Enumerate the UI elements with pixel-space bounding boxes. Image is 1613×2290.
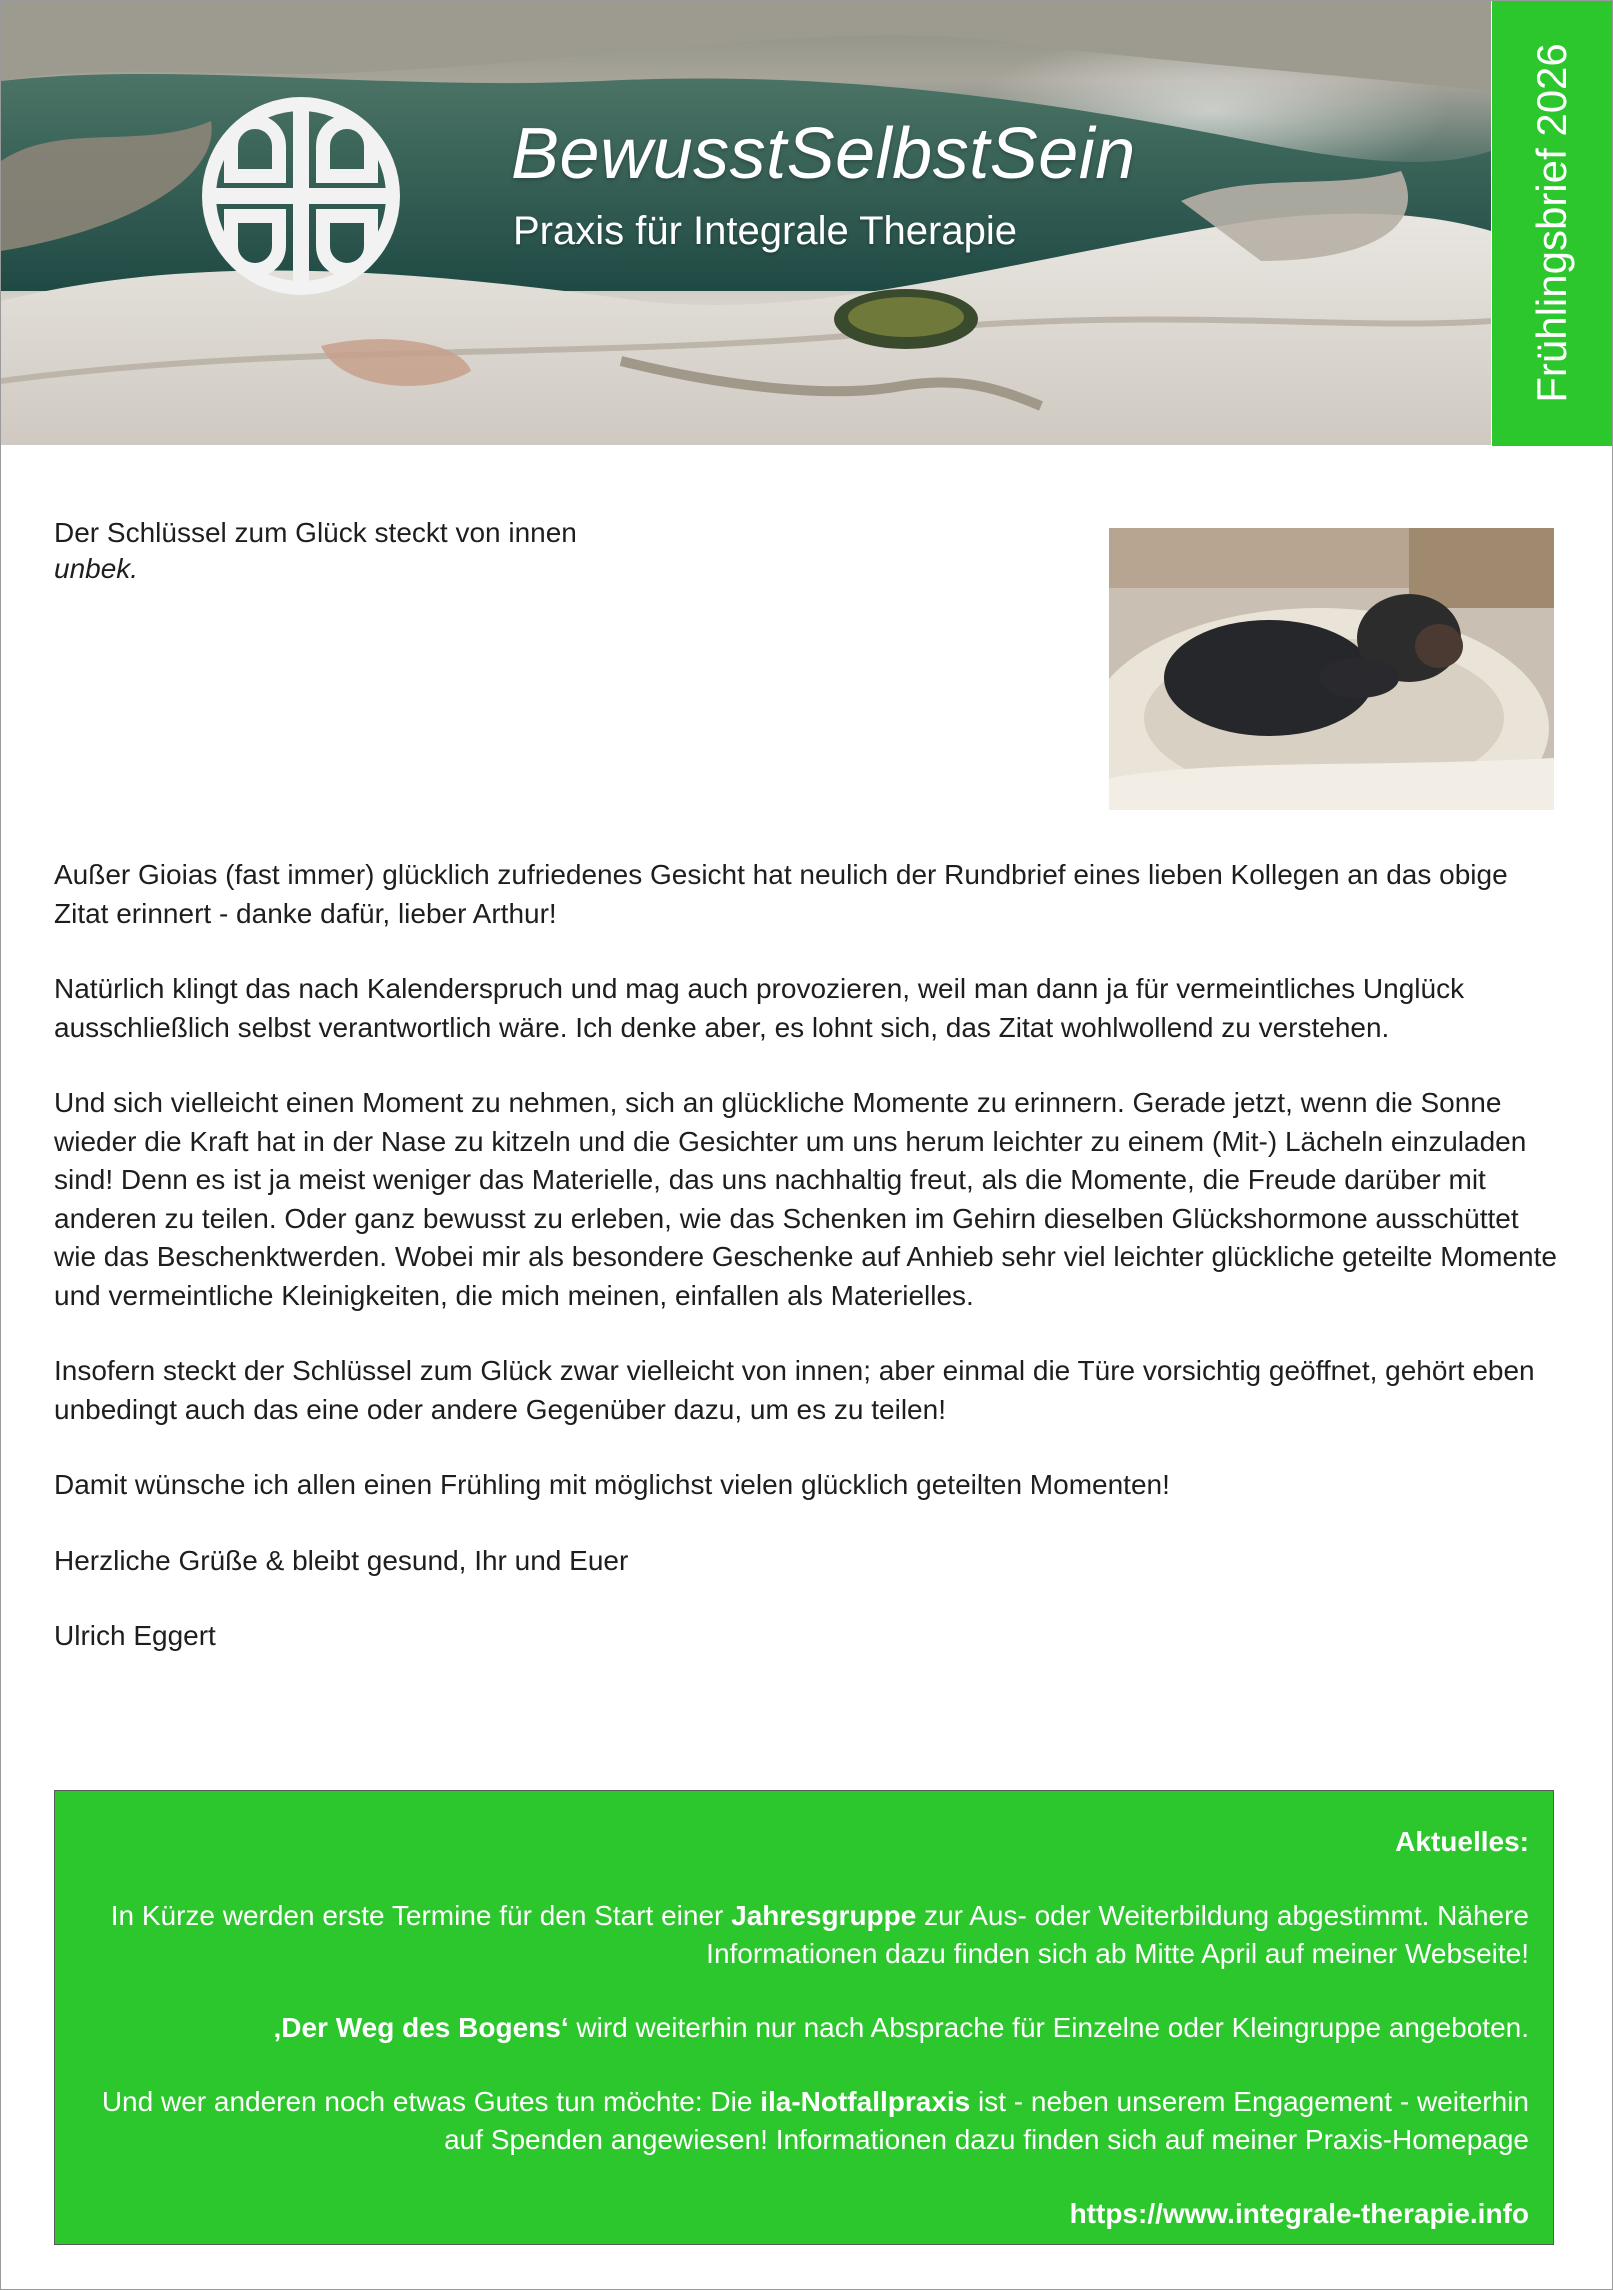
news-item-notfallpraxis — [69, 2083, 1529, 2159]
paragraph-2: Natürlich klingt das nach Kalenderspruch und mag auch provozieren, weil man dann ja für vermeintliches Unglück ausschließlich selbst verantwortlich wäre. Ich denke aber, es lohnt sich, das Zitat wohlwollend zu verstehen. — [54, 973, 1465, 1043]
paragraph-4: Insofern steckt der Schlüssel zum Glück zwar vielleicht von innen; aber einmal die Türe vorsichtig geöffnet, gehört eben unbedingt auch das eine oder andere Gegenüber dazu, um es zu teilen! — [54, 1355, 1535, 1425]
header-banner — [1, 1, 1491, 445]
quote-text: Der Schlüssel zum Glück steckt von innen — [54, 517, 577, 548]
website-link[interactable]: https://www.integrale-therapie.info — [1069, 2198, 1529, 2229]
celtic-knot-icon — [201, 96, 401, 296]
quote-author: unbek. — [54, 553, 139, 584]
news-item-weg-des-bogens — [69, 2009, 1529, 2047]
news-item-3-bold: ila-Notfallpraxis — [760, 2086, 971, 2117]
side-banner — [1492, 1, 1612, 446]
news-item-1-post: zur Aus- oder Weiterbildung abgestimmt. Nähere Informationen dazu finden sich ab Mitte April auf meiner Webseite! — [706, 1900, 1529, 1969]
paragraph-3: Und sich vielleicht einen Moment zu nehmen, sich an glückliche Momente zu erinnern. Gerade jetzt, wenn die Sonne wieder die Kraft hat in der Nase zu kitzeln und die Gesichter um uns herum leichter zu einem (Mit-) Lächeln einzuladen sind! Denn es ist ja meist weniger das Materielle, das uns nachhaltig freut, als die Momente, die Freude darüber mit anderen zu teilen. Oder ganz bewusst zu erleben, wie das Schenken im Gehirn dieselben Glückshormone ausschüttet wie das Beschenktwerden. Wobei mir als besondere Geschenke auf Anhieb sehr viel leichter glückliche geteilte Momente und vermeintliche Kleinigkeiten, die mich meinen, einfallen als Materielles. — [54, 1087, 1557, 1311]
news-item-1-bold: Jahresgruppe — [731, 1900, 917, 1931]
greeting: Herzliche Grüße & bleibt gesund, Ihr und Euer — [54, 1544, 629, 1576]
brand-title: BewusstSelbstSein — [511, 114, 1136, 194]
news-item-jahresgruppe — [69, 1897, 1529, 1973]
news-content — [69, 1823, 1529, 2269]
letter-body — [54, 856, 1564, 1693]
paragraph-1: Außer Gioias (fast immer) glücklich zufriedenes Gesicht hat neulich der Rundbrief eines lieben Kollegen an das obige Zitat erinnert - danke dafür, lieber Arthur! — [54, 859, 1508, 929]
dog-photo — [1109, 528, 1554, 810]
news-item-2-bold: ‚Der Weg des Bogens‘ — [273, 2012, 569, 2043]
dog-photo-illustration — [1109, 528, 1554, 810]
news-item-3-post: ist - neben unserem Engagement - weiterhin auf Spenden angewiesen! Informationen dazu finden sich auf meiner Praxis-Homepage — [444, 2086, 1529, 2155]
news-box — [54, 1790, 1554, 2245]
news-item-1-pre: In Kürze werden erste Termine für den Start einer — [110, 1900, 732, 1931]
news-item-3-pre: Und wer anderen noch etwas Gutes tun möchte: Die — [101, 2086, 761, 2117]
side-banner-text: Frühlingsbrief 2026 — [1528, 43, 1575, 403]
signature: Ulrich Eggert — [54, 1620, 216, 1651]
paragraph-5: Damit wünsche ich allen einen Frühling mit möglichst vielen glücklich geteilten Momenten! — [54, 1469, 1170, 1500]
news-heading: Aktuelles: — [1395, 1826, 1529, 1857]
news-item-2-post: wird weiterhin nur nach Absprache für Einzelne oder Kleingruppe angeboten. — [568, 2012, 1529, 2043]
brand-subtitle: Praxis für Integrale Therapie — [513, 209, 1017, 253]
